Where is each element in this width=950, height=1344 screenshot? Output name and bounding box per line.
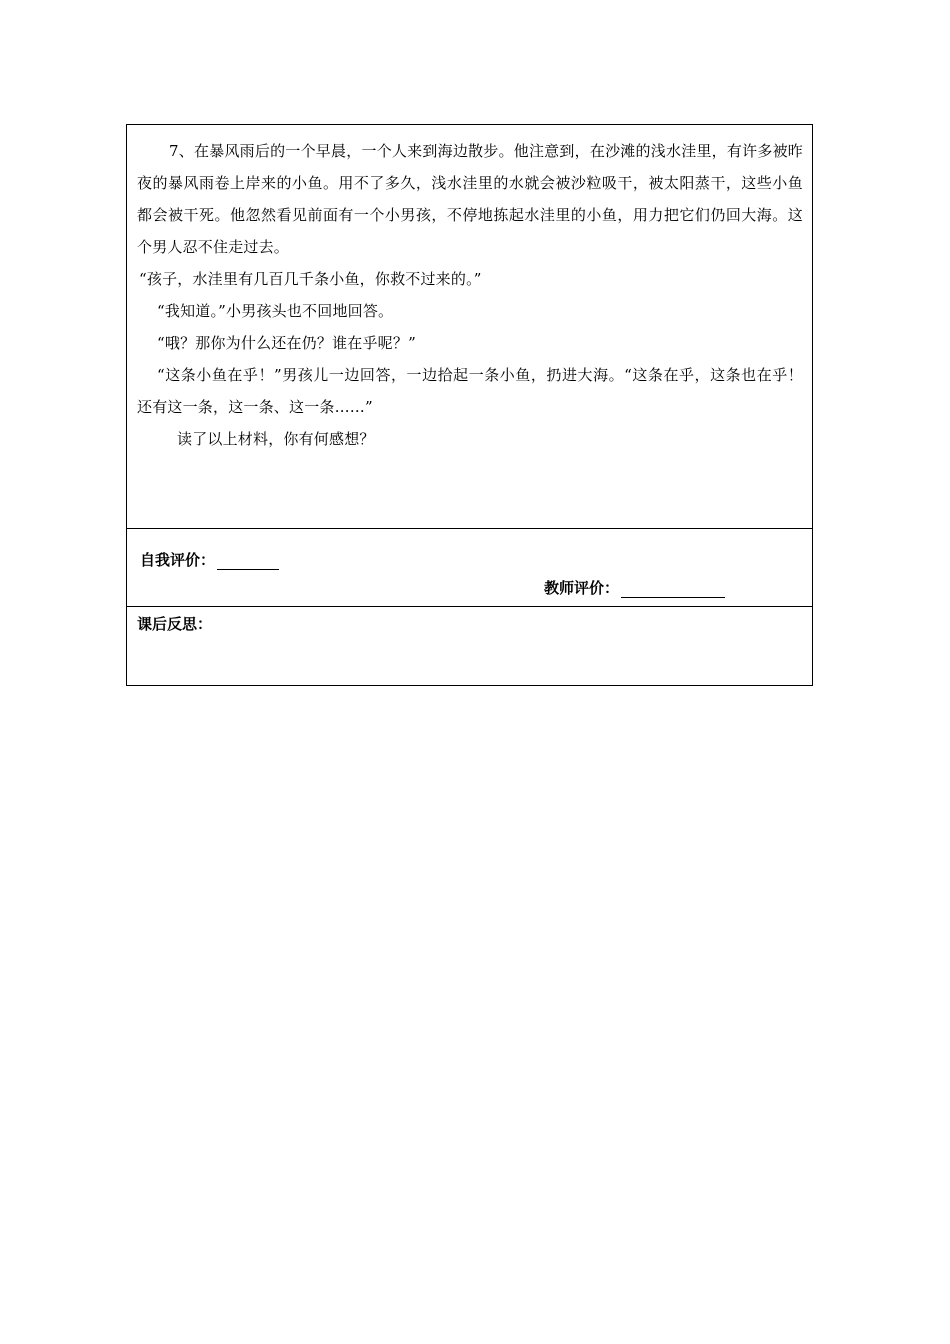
teacher-evaluation (544, 577, 725, 598)
teacher-evaluation-blank[interactable] (621, 581, 725, 598)
self-evaluation-blank[interactable] (217, 553, 279, 570)
passage-paragraph-dialogue-2: “我知道。”小男孩头也不回地回答。 (157, 302, 394, 320)
passage-paragraph-dialogue-3: “哦？那你为什么还在仍？谁在乎呢？” (157, 334, 416, 352)
evaluation-cell (127, 529, 812, 607)
reflection-label: 课后反思： (137, 615, 213, 633)
passage-paragraph-question: 7、在暴风雨后的一个早晨，一个人来到海边散步。他注意到，在沙滩的浅水洼里，有许多被昨夜的暴风雨卷上岸来的小鱼。用不了多久，浅水洼里的水就会被沙粒吸干，被太阳蒸干，这些小鱼都会被干死。他忽然看见前面有一个小男孩，不停地拣起水洼里的小鱼，用力把它们仍回大海。这个男人忍不住走过去。 (137, 142, 803, 256)
reflection-cell[interactable] (127, 607, 812, 685)
self-evaluation-label: 自我评价： (140, 551, 216, 569)
passage-paragraph-dialogue-4: “这条小鱼在乎！”男孩儿一边回答，一边拾起一条小鱼，扔进大海。“这条在乎，这条也在乎！还有这一条，这一条、这一条……” (137, 366, 803, 416)
passage-cell (127, 125, 812, 529)
worksheet-table (126, 124, 813, 686)
self-evaluation (140, 549, 279, 570)
teacher-evaluation-label: 教师评价： (544, 579, 620, 597)
passage-paragraph-dialogue-1: “孩子，水洼里有几百几千条小鱼，你救不过来的。” (139, 270, 482, 288)
passage-prompt: 读了以上材料，你有何感想？ (177, 430, 375, 448)
